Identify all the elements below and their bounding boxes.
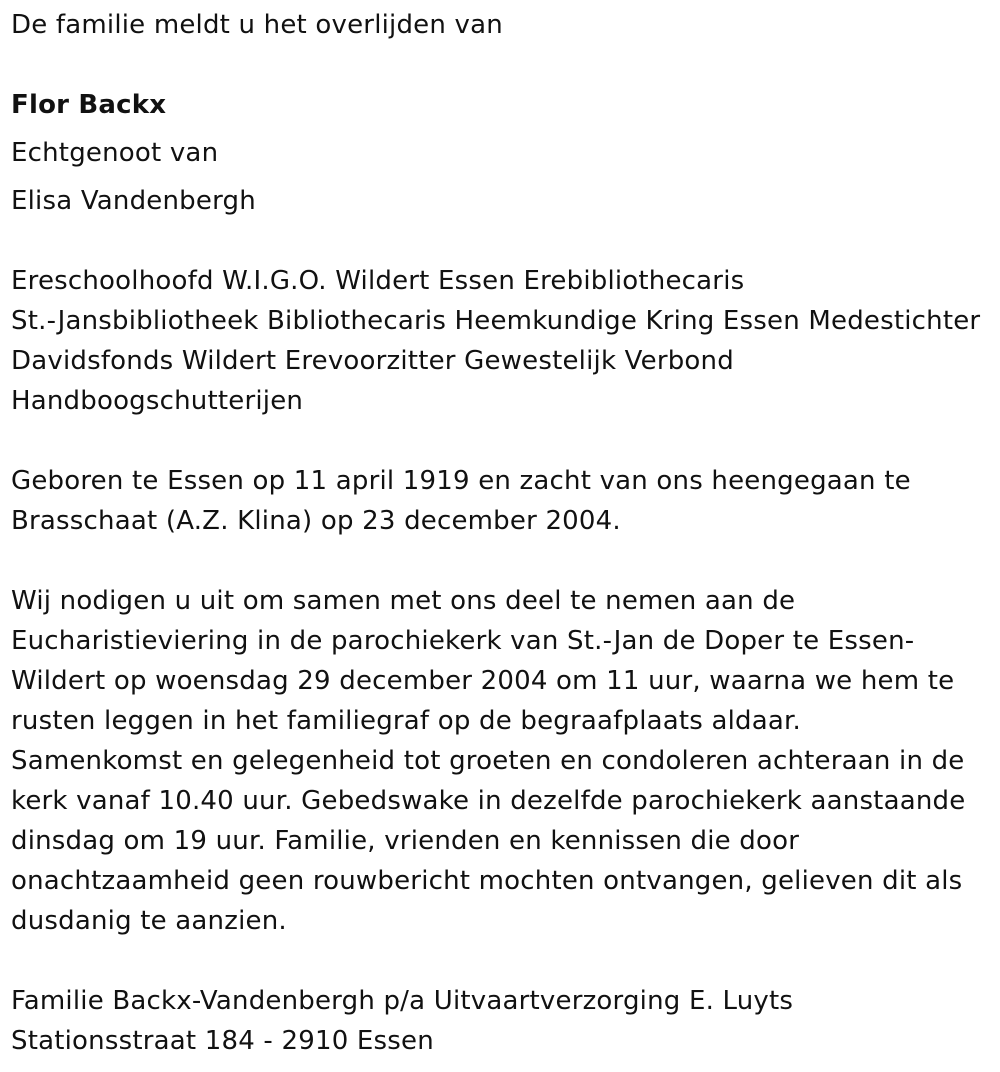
invitation-line: dinsdag om 19 uur. Familie, vrienden en kennissen die door <box>11 826 800 856</box>
relation-text: Echtgenoot van <box>11 138 219 168</box>
intro-text: De familie meldt u het overlijden van <box>11 10 503 40</box>
invitation-line: Eucharistieviering in de parochiekerk van St.-Jan de Doper te Essen- <box>11 626 915 656</box>
invitation-line: Wij nodigen u uit om samen met ons deel te nemen aan de <box>11 586 796 616</box>
titles-line: Davidsfonds Wildert Erevoorzitter Gewestelijk Verbond <box>11 346 734 376</box>
birth-death-line: Brasschaat (A.Z. Klina) op 23 december 2004. <box>11 506 621 536</box>
titles-line: Ereschoolhoofd W.I.G.O. Wildert Essen Erebibliothecaris <box>11 266 745 296</box>
invitation-line: kerk vanaf 10.40 uur. Gebedswake in dezelfde parochiekerk aanstaande <box>11 786 966 816</box>
invitation-line: onachtzaamheid geen rouwbericht mochten ontvangen, gelieven dit als <box>11 866 963 896</box>
titles-line: Handboogschutterijen <box>11 386 304 416</box>
spouse-name: Elisa Vandenbergh <box>11 186 256 216</box>
invitation-line: Samenkomst en gelegenheid tot groeten en condoleren achteraan in de <box>11 746 965 776</box>
titles-line: St.-Jansbibliotheek Bibliothecaris Heemkundige Kring Essen Medestichter <box>11 306 981 336</box>
deceased-name: Flor Backx <box>11 90 167 120</box>
contact-line: Familie Backx-Vandenbergh p/a Uitvaartverzorging E. Luyts <box>11 986 794 1016</box>
birth-death-line: Geboren te Essen op 11 april 1919 en zacht van ons heengegaan te <box>11 466 911 496</box>
invitation-line: rusten leggen in het familiegraf op de begraafplaats aldaar. <box>11 706 801 736</box>
invitation-line: Wildert op woensdag 29 december 2004 om 11 uur, waarna we hem te <box>11 666 955 696</box>
contact-line: Stationsstraat 184 - 2910 Essen <box>11 1026 434 1056</box>
invitation-line: dusdanig te aanzien. <box>11 906 287 936</box>
